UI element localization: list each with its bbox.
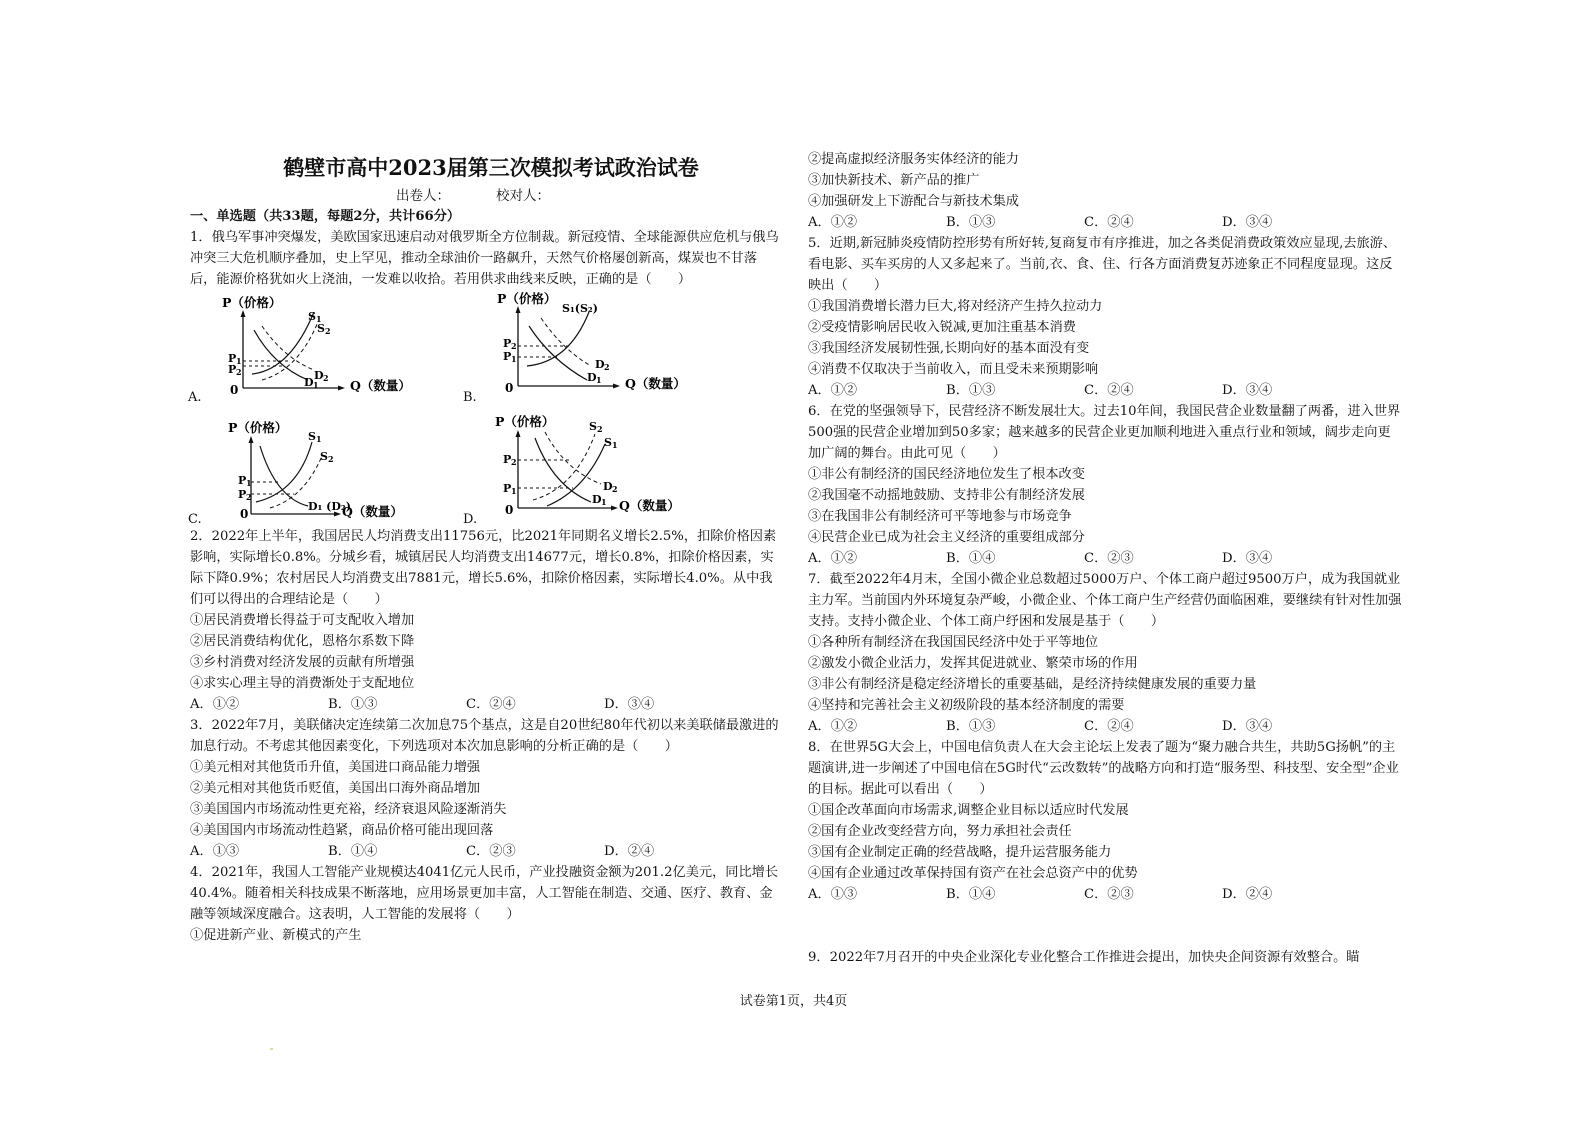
svg-text:0: 0 <box>240 507 249 521</box>
q6-choice-b: B．①④ <box>946 551 996 566</box>
section-title: 一、单选题（共33题，每题2分，共计66分） <box>190 209 461 224</box>
svg-text:0: 0 <box>505 503 514 517</box>
graph-c-s2-label: S <box>320 450 328 463</box>
q8-choice-b: B．①④ <box>946 887 996 902</box>
graph-c-s1-curve <box>256 442 312 502</box>
graph-d-s1-label: S <box>604 436 612 449</box>
svg-text:2: 2 <box>511 457 517 467</box>
q4-item-2: ②提高虚拟经济服务实体经济的能力 <box>808 152 1019 167</box>
q5-choice-b: B．①③ <box>946 383 996 398</box>
q2-choice-c: C．②④ <box>466 697 516 712</box>
q2-choices <box>190 694 782 715</box>
q5-choice-d: D．③④ <box>1222 383 1273 398</box>
svg-text:2: 2 <box>323 373 329 383</box>
q2-stem: 2．2022年上半年，我国居民人均消费支出11756元，比2021年同期名义增长2.5%，扣除价格因素影响，实际增长0.8%。分城乡看，城镇居民人均消费支出14677元，增长0.8%，扣除价格因素，实际下降0.9%；农村居民人均消费支出7881元，增长5.6%，扣除价格因素，实际增长4.0%。从中我们可以得出的合理结论是（ ） <box>190 529 777 607</box>
q5-choice-c: C．②④ <box>1084 383 1134 398</box>
q3-choice-c: C．②③ <box>466 844 516 859</box>
q8-item-2: ②国有企业改变经营方向，努力承担社会责任 <box>808 824 1072 839</box>
svg-text:0: 0 <box>505 381 514 395</box>
graph-a-d1-label: D <box>304 376 314 389</box>
graph-b-p1: P <box>503 350 512 363</box>
graph-d-s2-label: S <box>589 420 597 433</box>
q7-choice-d: D．③④ <box>1222 719 1273 734</box>
q4-item-4: ④加强研发上下游配合与新技术集成 <box>808 194 1019 209</box>
q7-item-4: ④坚持和完善社会主义初级阶段的基本经济制度的需要 <box>808 698 1125 713</box>
graph-d-svg <box>465 410 705 528</box>
graph-c-d-label: D₁ (D₂) <box>308 500 351 513</box>
q7-item-1: ①各种所有制经济在我国国民经济中处于平等地位 <box>808 635 1099 650</box>
q3-choice-a: A．①③ <box>190 844 240 859</box>
graph-d-s2-curve <box>533 434 595 500</box>
q3-stem: 3．2022年7月，美联储决定连续第二次加息75个基点，这是自20世纪80年代初以来美联储最激进的加息行动。不考虑其他因素变化，下列选项对本次加息影响的分析正确的是（ ） <box>190 718 779 754</box>
q8-item-1: ①国企改革面向市场需求,调整企业目标以适应时代发展 <box>808 803 1129 818</box>
svg-text:1: 1 <box>236 356 242 366</box>
graph-b-s-label: S₁(S₂) <box>562 302 598 315</box>
graph-a-price-label: P（价格） <box>222 295 282 310</box>
q8-choice-d: D．②④ <box>1222 887 1273 902</box>
q5-stem: 5．近期,新冠肺炎疫情防控形势有所好转,复商复市有序推进，加之各类促消费政策效应显现,去旅游、看电影、买车买房的人又多起来了。当前,衣、食、住、行各方面消费复苏迹象正不同程度显现。这反映出（ ） <box>808 236 1397 293</box>
q7-choice-b: B．①③ <box>946 719 996 734</box>
svg-text:2: 2 <box>597 424 603 434</box>
graph-d-d1-curve <box>535 438 591 502</box>
graph-b-s-curve <box>527 312 589 366</box>
svg-text:2: 2 <box>246 492 252 502</box>
q4-choice-d: D．③④ <box>1222 215 1273 230</box>
q1-graph-d <box>465 410 705 528</box>
q4-item-3: ③加快新技术、新产品的推广 <box>808 173 980 188</box>
q8-choice-a: A．①③ <box>808 887 858 902</box>
q2-item-3: ③乡村消费对经济发展的贡献有所增强 <box>190 655 415 670</box>
q2-item-4: ④求实心理主导的消费渐处于支配地位 <box>190 676 415 691</box>
q1-stem: 1．俄乌军事冲突爆发，美欧国家迅速启动对俄罗斯全方位制裁。新冠疫情、全球能源供应危机与俄乌冲突三大危机顺序叠加，史上罕见，推动全球油价一路飙升，天然气价格屡创新高，煤炭也不甘落后，能源价格犹如火上浇油，一发难以收拾。若用供求曲线来反映，正确的是（ ） <box>190 230 779 287</box>
q3-choices <box>190 841 782 862</box>
q8-item-4: ④国有企业通过改革保持国有资产在社会总资产中的优势 <box>808 866 1138 881</box>
graph-c-svg <box>190 418 430 536</box>
q4-choice-a: A．①② <box>808 215 858 230</box>
q1-graphs <box>190 290 782 526</box>
setter-line <box>190 186 782 206</box>
q6-stem: 6．在党的坚强领导下，民营经济不断发展壮大。过去10年间，我国民营企业数量翻了两番，进入世界500强的民营企业增加到50多家；越来越多的民营企业更加顺利地进入重点行业和领域，阔步走向更加广阔的舞台。由此可见（ ） <box>808 404 1401 461</box>
q6-item-2: ②我国毫不动摇地鼓励、支持非公有制经济发展 <box>808 488 1085 503</box>
q7-choices <box>808 716 1403 737</box>
q6-item-1: ①非公有制经济的国民经济地位发生了根本改变 <box>808 467 1085 482</box>
svg-text:2: 2 <box>328 454 334 464</box>
graph-c-s1-label: S <box>308 430 316 443</box>
q4-choice-b: B．①③ <box>946 215 996 230</box>
svg-text:2: 2 <box>604 362 610 372</box>
q5-item-1: ①我国消费增长潜力巨大,将对经济产生持久拉动力 <box>808 299 1103 314</box>
graph-c-price-label: P（价格） <box>228 420 288 435</box>
q7-stem: 7．截至2022年4月末，全国小微企业总数超过5000万户、个体工商户超过9500万户，成为我国就业主力军。当前国内外环境复杂严峻，小微企业、个体工商户生产经营仍面临困难，要继续有针对性加强支持。支持小微企业、个体工商户纾困和发展是基于（ ） <box>808 572 1402 629</box>
q3-item-1: ①美元相对其他货币升值，美国进口商品能力增强 <box>190 760 481 775</box>
q5-item-4: ④消费不仅取决于当前收入，而且受未来预期影响 <box>808 362 1099 377</box>
q7-choice-a: A．①② <box>808 719 858 734</box>
q4-stem: 4．2021年，我国人工智能产业规模达4041亿元人民币，产业投融资金额为201.2亿美元，同比增长40.4%。随着相关科技成果不断落地，应用场景更加丰富，人工智能在制造、交通、医疗、教育、金融等领域深度融合。这表明，人工智能的发展将（ ） <box>190 865 779 922</box>
q5-item-2: ②受疫情影响居民收入锐减,更加注重基本消费 <box>808 320 1076 335</box>
svg-text:1: 1 <box>596 375 602 385</box>
svg-text:2: 2 <box>325 326 331 336</box>
q3-choice-d: D．②④ <box>604 844 655 859</box>
graph-d-p2: P <box>503 453 512 466</box>
q4-choice-c: C．②④ <box>1084 215 1134 230</box>
right-column <box>808 149 1403 968</box>
scan-mark <box>270 1048 273 1050</box>
graph-a-p2: P <box>228 363 237 376</box>
graph-b-d2-label: D <box>595 358 605 371</box>
graph-d-d1-label: D <box>592 493 602 506</box>
q1-option-d: D. <box>463 512 478 527</box>
q6-choice-d: D．③④ <box>1222 551 1273 566</box>
checker-label: 校对人： <box>496 188 550 204</box>
graph-b-p2: P <box>503 337 512 350</box>
q2-choice-d: D．③④ <box>604 697 655 712</box>
graph-b-price-label: P（价格） <box>497 291 557 306</box>
graph-d-price-label: P（价格） <box>495 414 555 429</box>
q2-item-2: ②居民消费结构优化，恩格尔系数下降 <box>190 634 415 649</box>
svg-text:1: 1 <box>511 354 517 364</box>
graph-b-d1-label: D <box>587 371 597 384</box>
svg-text:1: 1 <box>511 486 517 496</box>
q5-item-3: ③我国经济发展韧性强,长期向好的基本面没有变 <box>808 341 1090 356</box>
graph-a-qty-label: Q（数量） <box>350 378 411 393</box>
left-column <box>190 150 782 946</box>
q4-choices <box>808 212 1403 233</box>
graph-a-s2-curve <box>262 322 318 380</box>
q8-choice-c: C．②③ <box>1084 887 1134 902</box>
q1-option-c: C. <box>188 512 202 527</box>
q6-item-3: ③在我国非公有制经济可平等地参与市场竞争 <box>808 509 1072 524</box>
q2-choice-a: A．①② <box>190 697 240 712</box>
q7-item-2: ②激发小微企业活力，发挥其促进就业、繁荣市场的作用 <box>808 656 1138 671</box>
q6-choice-c: C．②③ <box>1084 551 1134 566</box>
graph-c-qty-label: Q（数量） <box>342 504 403 519</box>
q2-choice-b: B．①③ <box>328 697 378 712</box>
graph-c-p2: P <box>238 488 247 501</box>
q7-choice-c: C．②④ <box>1084 719 1134 734</box>
setter-label: 出卷人： <box>396 188 450 204</box>
graph-c-p1: P <box>238 474 247 487</box>
q3-choice-b: B．①④ <box>328 844 378 859</box>
q1-graph-b <box>465 286 705 404</box>
page-title: 鹤壁市高中2023届第三次模拟考试政治试卷 <box>283 155 699 180</box>
page-footer: 试卷第1页，共4页 <box>739 994 848 1009</box>
q5-choices <box>808 380 1403 401</box>
svg-text:1: 1 <box>316 434 322 444</box>
svg-text:1: 1 <box>313 380 319 390</box>
graph-c-d-curve <box>260 446 308 506</box>
svg-text:2: 2 <box>236 367 242 377</box>
q6-choice-a: A．①② <box>808 551 858 566</box>
q6-choices <box>808 548 1403 569</box>
svg-text:2: 2 <box>511 341 517 351</box>
graph-a-s2-label: S <box>317 322 325 335</box>
svg-text:1: 1 <box>246 478 252 488</box>
q1-option-a: A. <box>188 390 202 405</box>
q3-item-2: ②美元相对其他货币贬值，美国出口海外商品增加 <box>190 781 481 796</box>
graph-b-svg <box>465 286 705 404</box>
graph-b-qty-label: Q（数量） <box>625 376 686 391</box>
graph-a-svg <box>190 290 430 408</box>
graph-a-d2-label: D <box>314 369 324 382</box>
graph-d-d2-label: D <box>603 480 613 493</box>
graph-a-d2-curve <box>262 326 314 370</box>
q3-item-3: ③美国国内市场流动性更充裕，经济衰退风险逐渐消失 <box>190 802 507 817</box>
q5-choice-a: A．①② <box>808 383 858 398</box>
q7-item-3: ③非公有制经济是稳定经济增长的重要基础，是经济持续健康发展的重要力量 <box>808 677 1257 692</box>
graph-a-s1-label: S <box>308 310 316 323</box>
svg-text:1: 1 <box>601 497 607 507</box>
q8-choices <box>808 884 1403 905</box>
q8-item-3: ③国有企业制定正确的经营战略，提升运营服务能力 <box>808 845 1112 860</box>
q1-graph-a <box>190 290 430 408</box>
q2-item-1: ①居民消费增长得益于可支配收入增加 <box>190 613 415 628</box>
q8-stem: 8．在世界5G大会上，中国电信负责人在大会主论坛上发表了题为“聚力融合共生，共助5G扬帆”的主题演讲,进一步阐述了中国电信在5G时代“云改数转”的战略方向和打造“服务型、科技型、安全型”企业的目标。据此可以看出（ ） <box>808 740 1399 797</box>
graph-d-qty-label: Q（数量） <box>619 498 680 513</box>
graph-a-origin: 0 <box>230 383 239 397</box>
graph-d-p1: P <box>503 482 512 495</box>
q4-item-1: ①促进新产业、新模式的产生 <box>190 928 362 943</box>
q1-graph-c <box>190 418 430 536</box>
svg-text:2: 2 <box>612 484 618 494</box>
q9-stem: 9．2022年7月召开的中央企业深化专业化整合工作推进会提出，加快央企间资源有效整合。瞄 <box>808 950 1360 965</box>
svg-text:1: 1 <box>316 314 322 324</box>
q3-item-4: ④美国国内市场流动性趋紧，商品价格可能出现回落 <box>190 823 494 838</box>
graph-a-p1: P <box>228 352 237 365</box>
svg-text:1: 1 <box>612 440 618 450</box>
q1-option-b: B. <box>463 390 477 405</box>
q6-item-4: ④民营企业已成为社会主义经济的重要组成部分 <box>808 530 1085 545</box>
